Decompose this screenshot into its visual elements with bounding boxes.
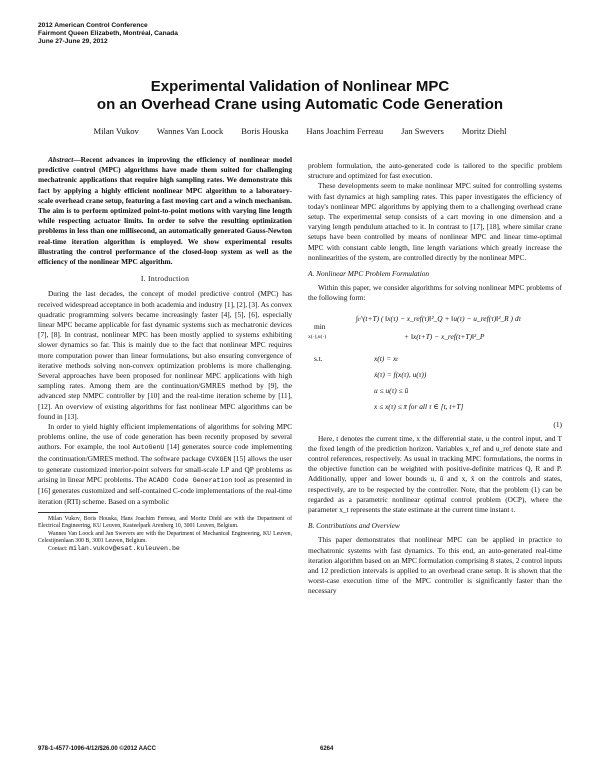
tool-name-acado: ACADO Code Generation [148,477,233,485]
intro-text: [15] allows the user to generate customized interior-point solvers for small-scale LP and QP problems as arising in linear MPC problems. The [38,453,292,485]
abstract-label: Abstract [48,155,74,164]
intro-text: tool as presented in [16] generates customized and self-contained C-code implementations of the real-time iteration (RTI) scheme. Based on a symbolic [38,475,292,506]
paper-title [0,78,600,114]
equation-constraint-state-bounds: x ≤ x(τ) ≤ x̄ for all τ ∈ [t, t+T] [374,401,464,411]
subsection-a-paragraph-1: Within this paper, we consider algorithms for solving nonlinear MPC problems of the following form: [308,283,562,303]
intro-paragraph-1: During the last decades, the concept of model predictive control (MPC) has received widespread acceptance in both academia and industry [1], [2], [3]. As convex quadratic programming solvers became increasingly faster [4], [5], [6], especially linear MPC became applicable for fast dynamic systems such as mechatronic devices [7], [8]. In contrast, nonlinear MPC has been mostly applied to systems exhibiting slower dynamics so far. This is mainly due to the fact that nonlinear MPC requires more computation power than linear formulations, but also ensuring convergence of iterative methods solving non-convex optimization problems is more challenging. Several approaches have been proposed for nonlinear MPC applications with high sampling rates. Among them are the continuation/GMRES method by [9], the advanced step NMPC controller by [10] and the real-time iteration scheme by [11], [12]. An overview of existing algorithms for fast nonlinear MPC algorithms can be found in [13]. [38,289,292,421]
intro-text: In order to yield highly efficient implementations of algorithms for solving MPC problems online, the use of code generation has been recently proposed by several authors. For example, the tool [38,422,292,452]
right-column [308,161,562,597]
equation-subject-to: s.t. [314,353,323,363]
conference-header [38,22,178,46]
equation-objective-line-2: + ‖x(t+T) − x_ref(t+T)‖²_P [404,331,485,341]
equation-constraint-initial: x(t) = xₜ [374,353,399,363]
conference-dates: June 27-June 29, 2012 [38,38,108,45]
subsection-heading-a: A. Nonlinear MPC Problem Formulation [308,269,430,279]
title-line-2: on an Overhead Crane using Automatic Code Generation [96,96,504,113]
equation-min: min [314,321,326,331]
title-line-1: Experimental Validation of Nonlinear MPC [150,78,450,95]
footnote-contact [38,545,292,553]
conference-venue: Fairmont Queen Elizabeth, Montréal, Canada [38,30,178,37]
abstract: Abstract—Recent advances in improving the efficiency of nonlinear model predictive control (MPC) algorithms have made them suited for challenging mechatronic applications that require high sampling rates. We demonstrate this fact by applying a highly efficient nonlinear MPC algorithm to a laboratory-scale overhead crane setup, featuring a fast moving cart and a winch mechanism. The aim is to perform optimized point-to-point motions with varying line length while respecting actuator limits. In order to solve the resulting optimization problems in less than one millisecond, an automatically generated Gauss-Newton real-time iteration algorithm is employed. We show experimental results illustrating the control performance of the closed-loop system as well as the efficiency of the nonlinear MPC algorithm. [38,155,292,267]
author: Moritz Diehl [461,126,507,136]
tool-name-cvxgen: CVXGEN [207,455,232,463]
conference-name: 2012 American Control Conference [38,22,148,29]
left-column [38,155,292,554]
intro-paragraph-2 [38,422,292,507]
abstract-text: Recent advances in improving the efficiency of nonlinear model predictive control (MPC) algorithms have made them suited for challenging mechatronic applications that require high sampling rates. We demonstrate this fact by applying a highly efficient nonlinear MPC algorithm to a laboratory-scale overhead crane setup, featuring a fast moving cart and a winch mechanism. The aim is to perform optimized point-to-point motions with varying line length while respecting actuator limits. In order to solve the resulting optimization problems in less than one millisecond, an automatically generated Gauss-Newton real-time iteration algorithm is employed. We show experimental results illustrating the control performance of the closed-loop system as well as the efficiency of the nonlinear MPC algorithm. [38,155,292,267]
equation-constraint-dynamics: ẋ(τ) = f(x(τ), u(τ)) [374,369,427,379]
equation-number: (1) [553,419,562,429]
author: Milan Vukov [93,126,139,136]
contact-label: Contact: [48,546,70,553]
footnote-divider [38,512,98,513]
tool-name-autogenu: AutoGenU [132,444,165,452]
subsection-heading-b: B. Contributions and Overview [308,521,400,531]
right-paragraph-1: problem formulation, the auto-generated code is tailored to the specific problem structure and optimized for fast execution. [308,161,562,181]
equation-constraint-control-bounds: u ≤ u(τ) ≤ ū [374,385,409,395]
contact-email[interactable]: milan.vukov@esat.kuleuven.be [69,545,180,553]
subsection-a-paragraph-2: Here, t denotes the current time, x the differential state, u the control input, and T the fixed length of the prediction horizon. Variables x_ref and u_ref denote state and control references, respectively. As usual in tracking MPC formulations, the norms in the objective function can be weighted with positive-definite matrices Q, R and P. Additionally, upper and lower bounds u, ū and x, x̄ on the controls and states, respectively, are to be respected by the controller. Note, that the problem (1) can be regarded as a parametric nonlinear optimal control problem (OCP), where the parameter x_t represents the state estimate at the current time instant t. [308,433,562,515]
equation-1 [308,308,562,428]
author-list [0,126,600,136]
equation-min-subscript: x(·),u(·) [308,333,327,340]
section-heading-introduction: I. Introduction [140,274,190,284]
author: Jan Swevers [401,126,444,136]
intro-text: [14] generates source code implementing the continuation/GMRES method. The software package [38,442,292,463]
footer-page-number: 6264 [320,746,334,752]
footnote-affiliation-1: Milan Vukov, Boris Houska, Hans Joachim Ferreau, and Moritz Diehl are with the Department of Electrical Engineering, KU Leuven, Kasteelpark Arenberg 10, 3001 Leuven, Belgium. [38,515,292,530]
equation-objective-line-1: ∫ₜ^(t+T) ( ‖x(τ) − x_ref(τ)‖²_Q + ‖u(τ) − u_ref(τ)‖²_R ) dτ [356,313,522,323]
right-paragraph-2: These developments seem to make nonlinear MPC suited for controlling systems with fast dynamics at high sampling rates. This paper investigates the efficiency of today's nonlinear MPC algorithms by applying them to a challenging overhead crane setup. The experimental setup consists of a cart moving in one dimension and a varying length pendulum attached to it. In contrast to [17], [18], where similar crane setups have been controlled by means of nonlinear MPC and linear time-optimal MPC with constant cable length, line length variations which greatly increase the nonlinearities of the system, are controlled directly by the nonlinear MPC. [308,181,562,262]
footer-isbn: 978-1-4577-1096-4/12/$26.00 ©2012 AACC [38,746,156,752]
author: Wannes Van Loock [156,126,224,136]
footnote-affiliation-2: Wannes Van Loock and Jan Swevers are with the Department of Mechanical Engineering, KU Leuven, Celestijnenlaan 300 B, 3001 Leuven, Belgium. [38,530,292,544]
author: Boris Houska [241,126,289,136]
author: Hans Joachim Ferreau [306,126,384,136]
subsection-b-paragraph-1: This paper demonstrates that nonlinear MPC can be applied in practice to mechatronic systems with fast dynamics. To this end, an auto-generated real-time iteration algorithm based on an MPC formulation comprising 8 states, 2 control inputs and 12 prediction intervals is applied to an overhead crane setup. It is shown that the worst-case execution time of the MPC controller is significantly faster than the necessary [308,535,562,596]
